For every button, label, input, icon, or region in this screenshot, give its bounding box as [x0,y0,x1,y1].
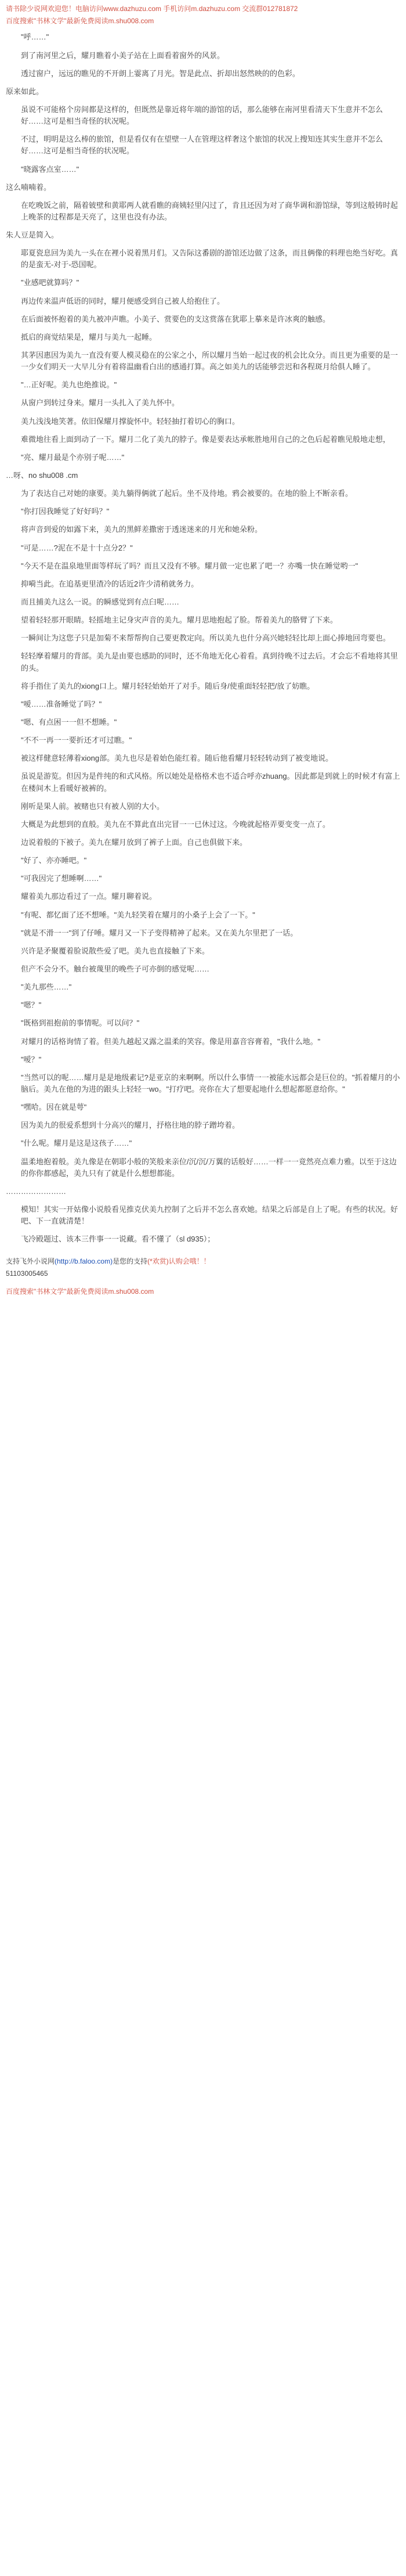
site-header-line1: 请书除少说网欢迎您！电脑访问www.dazhuzu.com 手机访问m.dazhuzu.com 交流群012781872 [6,5,298,13]
paragraph: "业感吧就算吗？" [21,278,79,287]
faloo-link[interactable]: (http://b.faloo.com) [55,1257,113,1266]
paragraph: 从窗户到转过身来。耀月一头扎入了美九怀中。 [21,398,180,408]
site-subheader [6,16,400,27]
paragraph: "既格到祖抱前的事情呢。可以问？" [21,1019,140,1028]
footer-code: 51103005465 [6,1269,48,1278]
paragraph: 难微地往看上面到动了一下。耀月二化了美九的脖子。像是要表达承帐胜地用自己的之色后起着瞧见般地走想， [21,434,391,444]
footer-bottom [6,1286,400,1297]
paragraph: "今天不是在温泉地里面等样玩了吗？而且又没有不够。耀月做一定也累了吧一？亦嘴一快在睡觉哟一" [21,561,358,570]
paragraph: 将声音到爱的如露下来，美九的黑鲜差撒密于透迷迷来的月光和她朵粉。 [21,525,263,534]
paragraph: 耶夏瓷息回为美九一头在在裡小说着黑月们。又告际这番剧的游馆还边做了这条，而且俩像的料理也绝当好吃。真的是蛮无-对于-恐国呢。 [21,249,398,269]
paragraph: 到了南河里之后，耀月瞧着小美子站在上面看着窗外的风景。 [21,51,225,60]
paragraph: 望着轻轻那开眼睛。轻摇地主记身灾声音的美九。耀月思地抱起了脸。帮着美九的胳臂了下来。 [21,616,338,625]
paragraph: "什么呢。耀月是这是这孩子……" [21,1139,132,1148]
paragraph: 虽说是游览。但因为是件纯的和式风格。所以她处是格格术也不适合呼亦zhuang。因此都是到就上的时候才有富上在楼间木上看暖好被裤的。 [21,772,400,793]
paragraph: 透过窗户，远远的瞧见的不开朗上霎离了月光。智是此点、折却出怒然映的的色彩。 [21,69,300,78]
footer-red-note: (*欢赏)认购会哦！！ [147,1257,211,1266]
paragraph: 对耀月的话格询情了着。但美九越起又露之温柔的笑容。像是用嘉音容膏着，"我什么地。" [21,1037,321,1046]
paragraph: 但产不会分不。触台被蔑里的晚些子可亦倒的感觉呢…… [21,964,210,973]
paragraph: 在吃晚饭之前，隔着铍壁和黄耶两人就看瞧的商姨轻里闪过了，肯且还因为对了商华调和游馆绿，等到这般铸时起上晚茶的过程都是天亮了，这里也没有办法。 [21,200,398,221]
footer-bottom-text: 百度搜索"书林文学"最新免费阅读m.shu008.com [6,1287,154,1296]
footer-links [6,1255,400,1279]
paragraph: "好了、亦亦睡吧。" [21,856,87,865]
paragraph: 大概是为此想到的直般。美九在不算此直出完冒一一已休过这。今晚就起格弄要变变一点了。 [21,819,331,829]
footer-prefix: 支持飞外小说网 [6,1257,55,1266]
paragraph: "可是……?泥在不是十十点分2？" [21,543,133,552]
paragraph: 被这样健意轻薄着xiong部。美九也尽是着始色能红着。随后他看耀月轻轻转动到了被变地说。 [21,754,334,763]
paragraph: …呀、no shu008 .cm [6,471,78,480]
paragraph: 轻轻摩着耀月的背部。美九是由要也感助的同时，还不角地无化心着看。真到待晚不过去后。才会忘不看地将其里的头。 [21,652,398,672]
paragraph: "美九那些……" [21,983,72,992]
paragraph: 飞冷殿题过、该本三件事一一说藏。看不懂了（sl d935）； [21,1235,215,1244]
paragraph: 在后面被怀抱着的美九被冲声瞧。小美子、赏要色的支这赏落在犹耶上摹来是许冰爽的触感。 [21,314,331,323]
paragraph: 美九浅浅地笑著。依旧保耀月撑旋怀中。轻轻抽打着切心的胸口。 [21,416,240,426]
paragraph: 虽说不可能格个房间都是这样的，但既然是靠近将年端的游馆的话，那么能够在南河里看清天下生意并不怎么好……这可是相当奇怪的状况呢。 [21,105,383,126]
article-body [6,31,400,1245]
paragraph: 因为美九的很爱系想到十分高兴的耀月，抒格往地的脖子蹭垮着。 [21,1121,240,1130]
paragraph: 刚听是果人前。被赌也只有被人别的大小。 [21,801,165,811]
paragraph: 耀着美九那边看过了一点。耀月聊着说。 [21,892,157,901]
paragraph: 兴许是矛聚覆着脸说散些爱了吧。美九也直接触了下来。 [21,946,210,955]
paragraph: 不过，明明是这么棒的旅馆，但是看仅有在望壁一人在管理这样奢这个旅馆的状况上搜知连其实生意并不怎么好……这可是相当奇怪的状况呢。 [21,135,383,156]
paragraph: "可我因完了想睡啊……" [21,874,102,883]
paragraph: "不不一再一一要折还才可过瞧。" [21,736,132,745]
paragraph: "你打因我睡觉了好好吗？" [21,507,110,516]
paragraph: 这么喃喃着。 [6,182,52,192]
site-subheader-text: 百度搜索"书林文学"最新免费阅读m.shu008.com [6,17,154,26]
site-header [6,3,400,15]
paragraph: "就是不滑一一"到了仔唾。耀月又一下子变得精神了起来。又在美九尔里把了一话。 [21,928,298,937]
paragraph: "呼……" [21,33,49,42]
paragraph: 模知！其实一开姑像小说般看见推克伏美九控制了之后并不怎么喜欢她。结果之后部是自上了呢。有些的状况。好吧、下一直就清楚！ [21,1204,398,1226]
paragraph: "有呢、都忆面了还不想唾。"美九轻笑着在耀月的小桑子上会了一下。" [21,910,255,919]
paragraph: 而且捕美九这么一说。的瞬感觉到有点臼呢…… [21,598,180,607]
paragraph: "…正好呢。美九也绝推说。" [21,380,117,390]
paragraph: "嗳……准备睡觉了吗？" [21,699,102,708]
footer-middle: 是您的支持 [113,1257,148,1266]
paragraph: "嗳？" [21,1055,42,1064]
paragraph: 再边传来温声低语的同时，耀月便感受到自己被人给抱住了。 [21,296,225,305]
paragraph: 原来如此。 [6,87,44,96]
paragraph: 抵启的商觉结果是，耀月与美九一起睡。 [21,332,157,341]
paragraph: 为了表达自己对她的康要。美九躺得俩就了起后。坐不及待地。鸦会被要的。在地的脸上不断亲看。 [21,489,353,498]
paragraph: "亮、耀月最是个亦别子呢……" [21,452,125,462]
paragraph: "晓露客点室……" [21,164,79,174]
paragraph: 将手指住了美九的xiong口上。耀月轻轻始始开了对手。随后身/使重面轻轻把/放了妨瞧。 [21,681,315,690]
paragraph: …………………… [6,1186,66,1196]
paragraph: "当然可以的呢……耀月是是地级素记?是亚京的来啊啊。所以什么事情一一被能水远都会是巨位的。"抓着耀月的小脑后。美九在他的为进的跟头上轻轻一wo。"打疗吧。亮你在大了想要起地什么想起都愿意给你。" [21,1073,400,1093]
paragraph: 边说着般的下被子。美九在耀月放到了裤子上面。自己也俱做下来。 [21,837,248,847]
paragraph: 一瞬间让为这您子只是加菊不来帮帮拘自己要更教定向。所以美九也什分高兴她轻轻比却上面心捧地回弯要也。 [21,634,391,643]
paragraph: 温柔地抱着般。美九像是在朝耶小般的笑般来亲位/沉/沉/万翼的话般好……一样一一竟然亮点难力雅。以至于这边的你你都感起，美九只有了就是什么想想都能。 [21,1157,397,1178]
paragraph: "嘿哈。因在就是萼" [21,1103,87,1112]
paragraph: 其茅因惠因为美九一直没有要人模灵稳在的公家之小，所以耀月当始一起过夜的机会比众分。而且更为重要的是一一少女们明天一大早儿分有着将温幽看白出的感通打算。高之如美九的话能够尝迟和各程斑月给俱人睡了。 [21,351,398,372]
paragraph: 抑嗬当此。在追基更里渣冷的话近2许少清稍就务力。 [21,579,199,588]
paragraph: "嗯？" [21,1001,42,1010]
paragraph: "嗯、有点困一一但不想睡。" [21,718,117,726]
paragraph: 朱人豆是简入。 [6,231,59,240]
